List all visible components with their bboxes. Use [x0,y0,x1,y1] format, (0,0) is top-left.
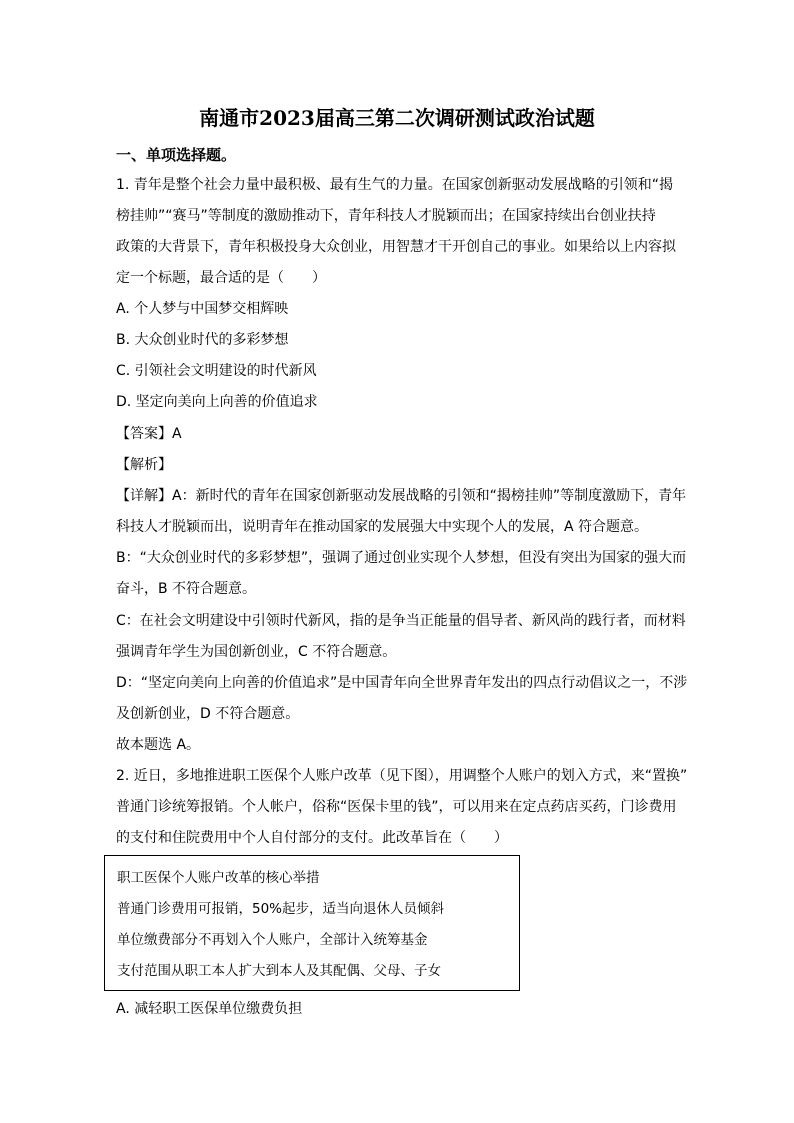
q2-stem-line: 普通门诊统筹报销。个人帐户，俗称“医保卡里的钱”，可以用来在定点药店买药，门诊费用 [116,799,677,815]
reform-measures-box [104,855,520,991]
q1-detail-line: 及创新创业，D 不符合题意。 [116,706,300,722]
q1-stem-line: 榜挂帅”“赛马”等制度的激励推动下，青年科技人才脱颖而出；在国家持续出台创业扶持 [116,208,656,224]
q2-option-a: A. 减轻职工医保单位缴费负担 [116,1001,303,1017]
box-item: 支付范围从职工本人扩大到本人及其配偶、父母、子女 [117,963,441,979]
box-item: 普通门诊费用可报销，50%起步，适当向退休人员倾斜 [117,901,445,917]
box-item: 单位缴费部分不再划入个人账户，全部计入统筹基金 [117,932,428,948]
q1-option-c: C. 引领社会文明建设的时代新风 [116,363,317,379]
q1-option-b: B. 大众创业时代的多彩梦想 [116,332,289,348]
q2-stem-line: 的支付和住院费用中个人自付部分的支付。此改革旨在（ ） [116,830,508,846]
q1-detail-line: C：在社会文明建设中引领时代新风，指的是争当正能量的倡导者、新风尚的践行者，而材料 [116,613,686,629]
q1-option-a: A. 个人梦与中国梦交相辉映 [116,301,289,317]
q1-detail-line: 强调青年学生为国创新创业，C 不符合题意。 [116,644,397,660]
q2-stem-line: 2. 近日，多地推进职工医保个人账户改革（见下图），用调整个人账户的划入方式，来“置换” [116,768,688,784]
section-heading: 一、单项选择题。 [116,146,237,164]
q1-stem-line: 政策的大背景下，青年积极投身大众创业，用智慧才干开创自己的事业。如果给以上内容拟 [116,239,676,255]
q1-analysis-label: 【解析】 [116,457,172,473]
q1-answer: 【答案】A [116,426,182,442]
q1-detail-line: 【详解】A：新时代的青年在国家创新驱动发展战略的引领和“揭榜挂帅”等制度激励下，青年 [116,488,687,504]
box-title: 职工医保个人账户改革的核心举措 [117,870,320,886]
q1-detail-line: 奋斗，B 不符合题意。 [116,581,257,597]
q1-detail-line: B：“大众创业时代的多彩梦想”，强调了通过创业实现个人梦想，但没有突出为国家的强大而 [116,550,687,566]
q1-detail-line: D：“坚定向美向上向善的价值追求”是中国青年向全世界青年发出的四点行动倡议之一，不涉 [116,675,688,691]
q1-stem-line: 1. 青年是整个社会力量中最积极、最有生气的力量。在国家创新驱动发展战略的引领和“揭 [116,177,674,193]
q1-conclusion: 故本题选 A。 [116,737,201,753]
page-title: 南通市2023届高三第二次调研测试政治试题 [199,106,595,130]
q1-stem-line: 定一个标题，最合适的是（ ） [116,270,326,286]
q1-option-d: D. 坚定向美向上向善的价值追求 [116,394,318,410]
q1-detail-line: 科技人才脱颖而出，说明青年在推动国家的发展强大中实现个人的发展，A 符合题意。 [116,519,649,535]
